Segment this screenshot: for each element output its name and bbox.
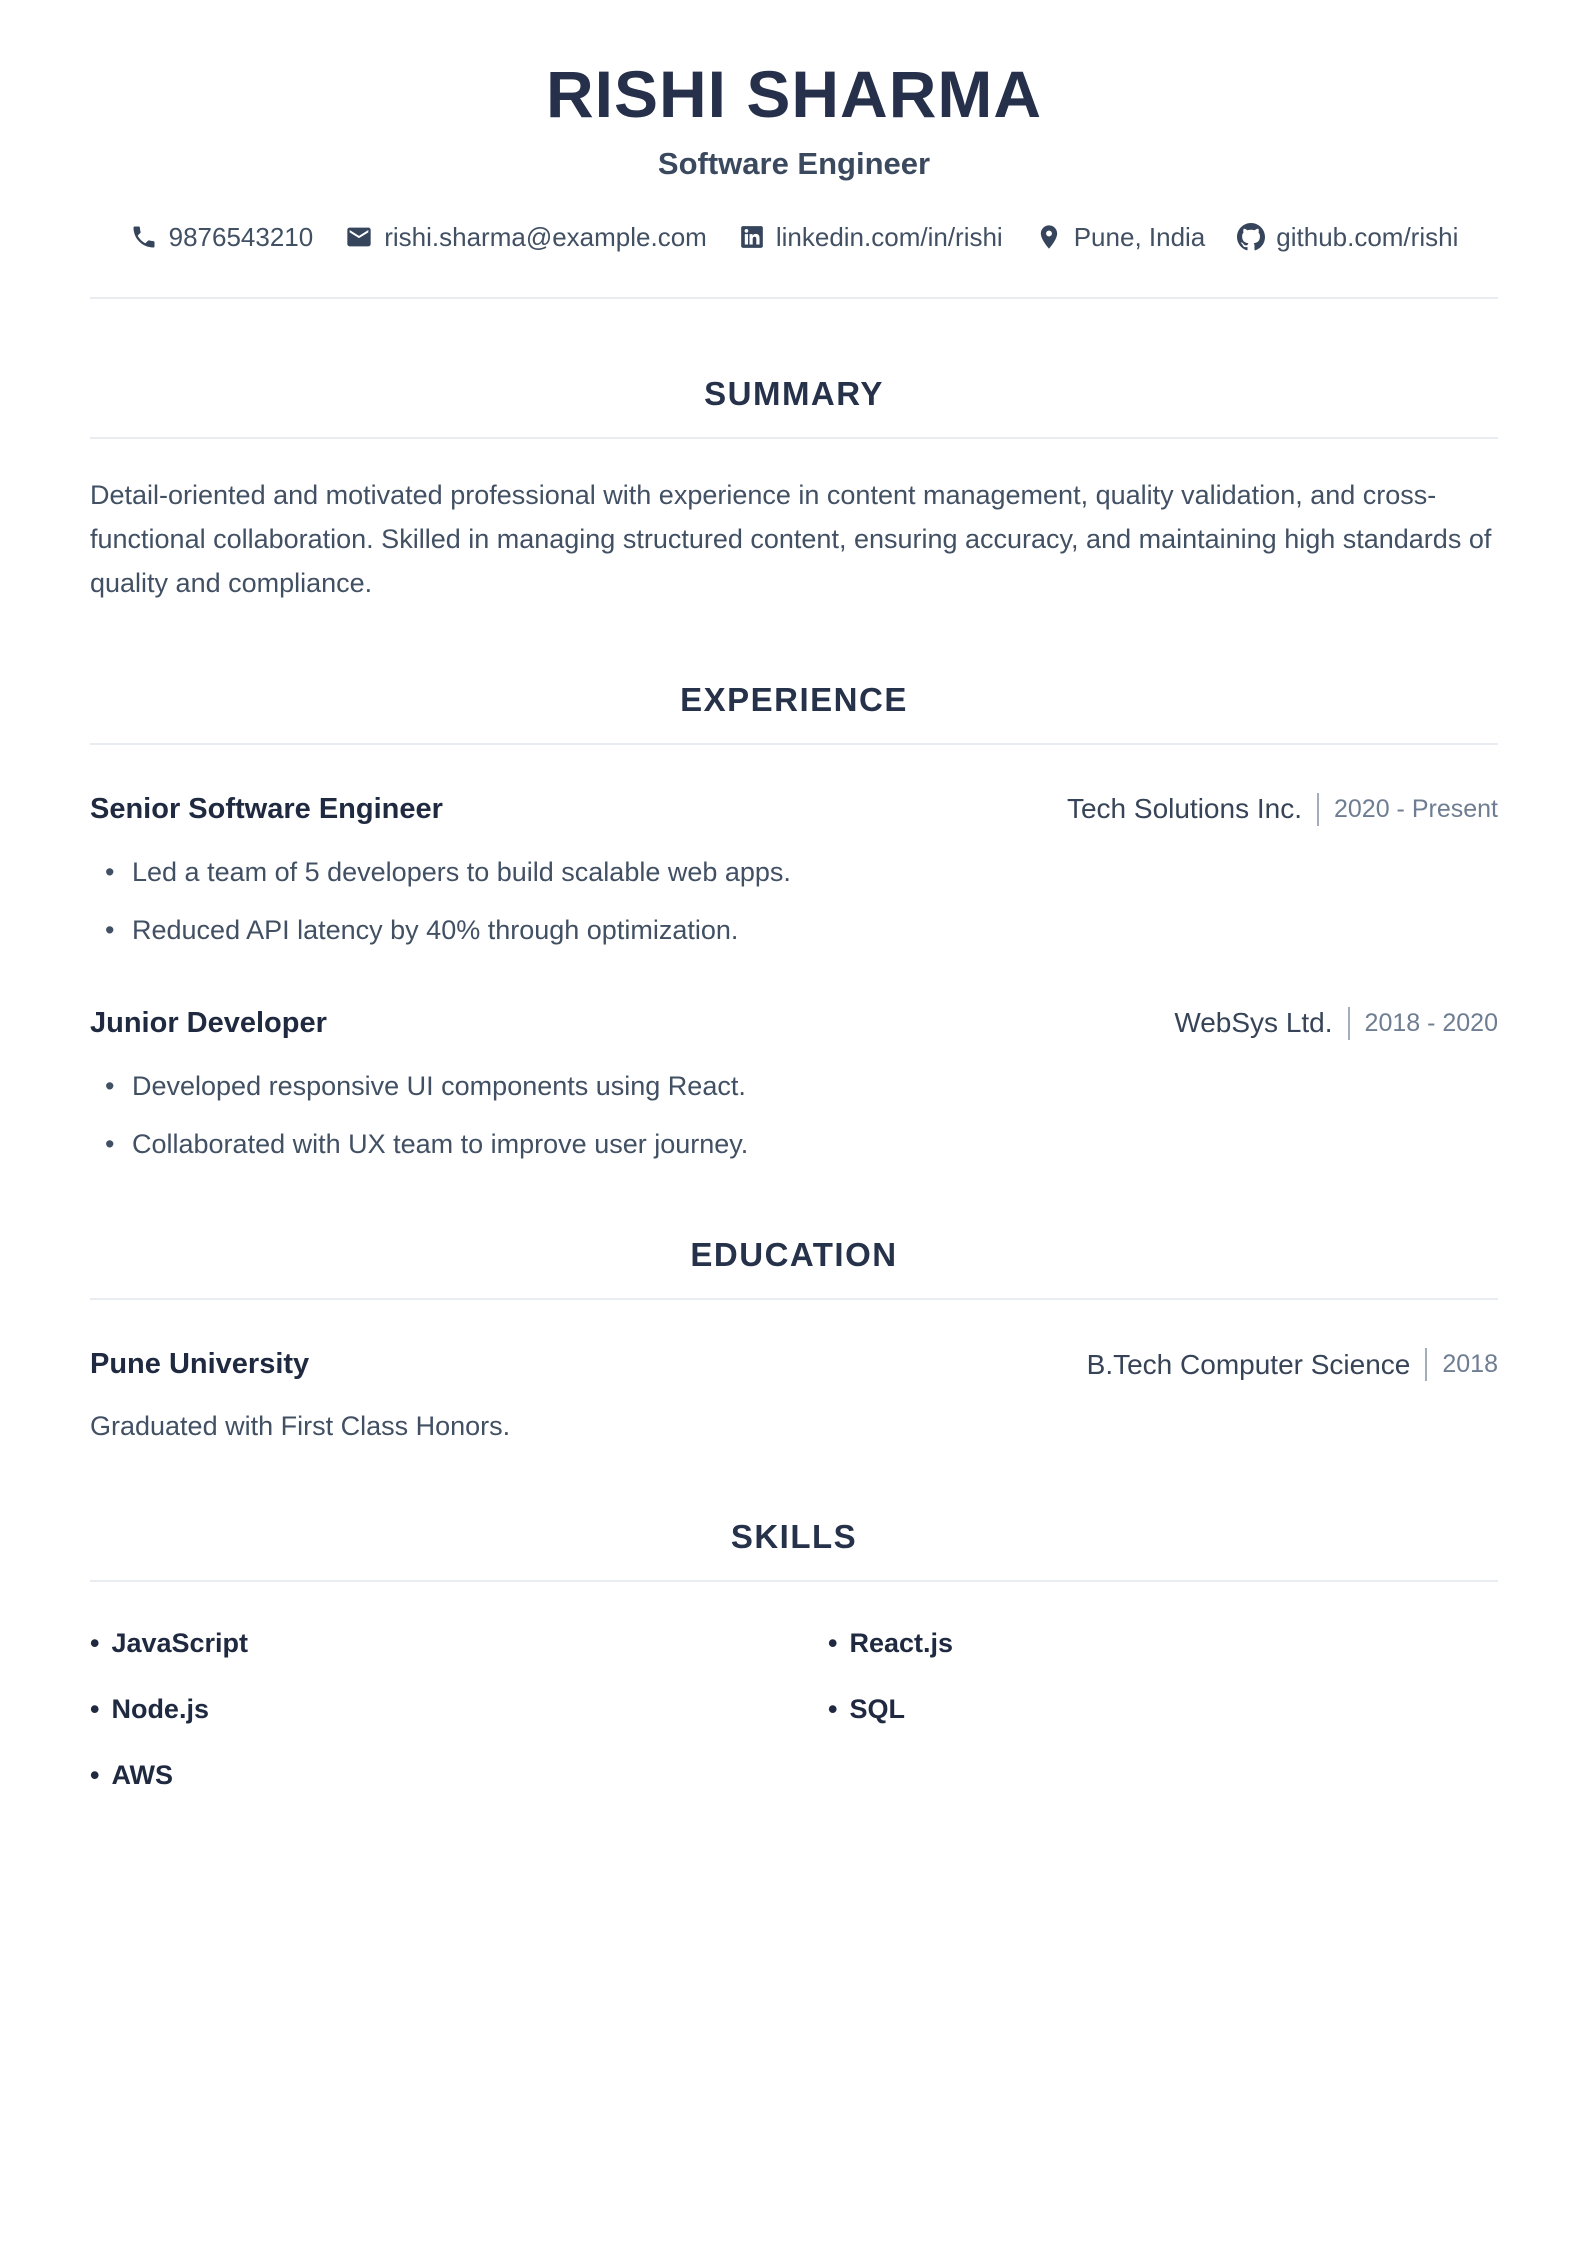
- skills-column-left: [90, 1628, 794, 1826]
- job-company: WebSys Ltd.: [1174, 1007, 1333, 1039]
- education-meta: [1087, 1348, 1498, 1381]
- experience-title: EXPERIENCE: [680, 680, 908, 718]
- skill-label: React.js: [849, 1628, 954, 1659]
- education-note: Graduated with First Class Honors.: [90, 1411, 511, 1442]
- job-bullet: • Developed responsive UI components using React.: [90, 1070, 1498, 1102]
- job-bullet-list: [90, 1070, 1498, 1161]
- job-meta: [1174, 1007, 1498, 1040]
- education-entry-head: [90, 1348, 1498, 1381]
- skills-divider: [90, 1580, 1498, 1582]
- section-education: [90, 1236, 1498, 1442]
- skills-grid: [90, 1628, 1498, 1826]
- location-icon: [1035, 223, 1063, 251]
- skill-item: [90, 1628, 794, 1659]
- skill-label: JavaScript: [111, 1628, 249, 1659]
- email-icon: [345, 223, 373, 251]
- resume-header: [90, 58, 1498, 299]
- skill-item: [828, 1694, 1498, 1725]
- experience-entry: [90, 1007, 1498, 1161]
- section-summary: [90, 375, 1498, 605]
- separator-bar: [1425, 1348, 1427, 1381]
- section-skills: [90, 1518, 1498, 1826]
- header-divider: [90, 297, 1498, 299]
- skills-column-right: [794, 1628, 1498, 1826]
- education-divider: [90, 1298, 1498, 1300]
- contact-linkedin-text: linkedin.com/in/rishi: [775, 221, 1003, 252]
- skill-item: [828, 1628, 1498, 1659]
- linkedin-icon: [739, 224, 765, 250]
- bullet-dot: •: [90, 1694, 100, 1725]
- job-role: Junior Developer: [90, 1006, 327, 1039]
- contact-row: [90, 222, 1498, 253]
- experience-divider: [90, 743, 1498, 745]
- contact-phone-text: 9876543210: [168, 221, 314, 252]
- bullet-dot: •: [828, 1628, 838, 1659]
- job-role: Senior Software Engineer: [90, 792, 443, 825]
- bullet-dot: •: [90, 1628, 100, 1659]
- experience-entry: [90, 793, 1498, 947]
- job-company: Tech Solutions Inc.: [1066, 793, 1302, 825]
- job-bullet-list: [90, 856, 1498, 947]
- job-dates: 2020 - Present: [1334, 794, 1498, 823]
- contact-email: [345, 222, 707, 253]
- degree-name: B.Tech Computer Science: [1086, 1348, 1411, 1380]
- summary-text: Detail-oriented and motivated professional with experience in content management, quality validation, and cross-functional collaboration. Skilled in managing structured content, ensuring accuracy, and maintaining high standards of quality and compliance.: [90, 479, 1492, 598]
- skill-item: [90, 1760, 794, 1791]
- contact-location: [1035, 222, 1206, 253]
- bullet-dot: •: [828, 1694, 838, 1725]
- job-meta: [1067, 793, 1498, 826]
- section-experience: [90, 681, 1498, 1161]
- school-name: Pune University: [90, 1348, 310, 1381]
- experience-entry-head: [90, 793, 1498, 826]
- graduation-year: 2018: [1442, 1350, 1498, 1379]
- person-name: RISHI SHARMA: [545, 57, 1042, 131]
- phone-icon: [130, 223, 158, 251]
- bullet-dot: •: [90, 1760, 100, 1791]
- contact-phone: [130, 222, 314, 253]
- summary-divider: [90, 437, 1498, 439]
- separator-bar: [1317, 793, 1319, 826]
- skills-title: SKILLS: [730, 1518, 858, 1556]
- separator-bar: [1348, 1007, 1350, 1040]
- person-title: Software Engineer: [657, 145, 931, 181]
- skill-label: AWS: [111, 1760, 173, 1791]
- contact-github-text: github.com/rishi: [1276, 221, 1459, 252]
- skill-label: SQL: [849, 1694, 905, 1725]
- summary-title: SUMMARY: [704, 374, 884, 412]
- github-icon: [1237, 223, 1265, 251]
- contact-linkedin: [739, 222, 1003, 253]
- job-bullet: • Collaborated with UX team to improve user journey.: [90, 1128, 1498, 1160]
- education-title: EDUCATION: [690, 1236, 898, 1274]
- experience-entry-head: [90, 1007, 1498, 1040]
- education-entry: [90, 1348, 1498, 1442]
- job-bullet: • Led a team of 5 developers to build scalable web apps.: [90, 856, 1498, 888]
- skill-label: Node.js: [111, 1694, 209, 1725]
- job-bullet: • Reduced API latency by 40% through optimization.: [90, 914, 1498, 946]
- contact-github: [1237, 222, 1458, 253]
- contact-email-text: rishi.sharma@example.com: [384, 221, 707, 252]
- skill-item: [90, 1694, 794, 1725]
- contact-location-text: Pune, India: [1073, 221, 1206, 252]
- job-dates: 2018 - 2020: [1364, 1008, 1498, 1037]
